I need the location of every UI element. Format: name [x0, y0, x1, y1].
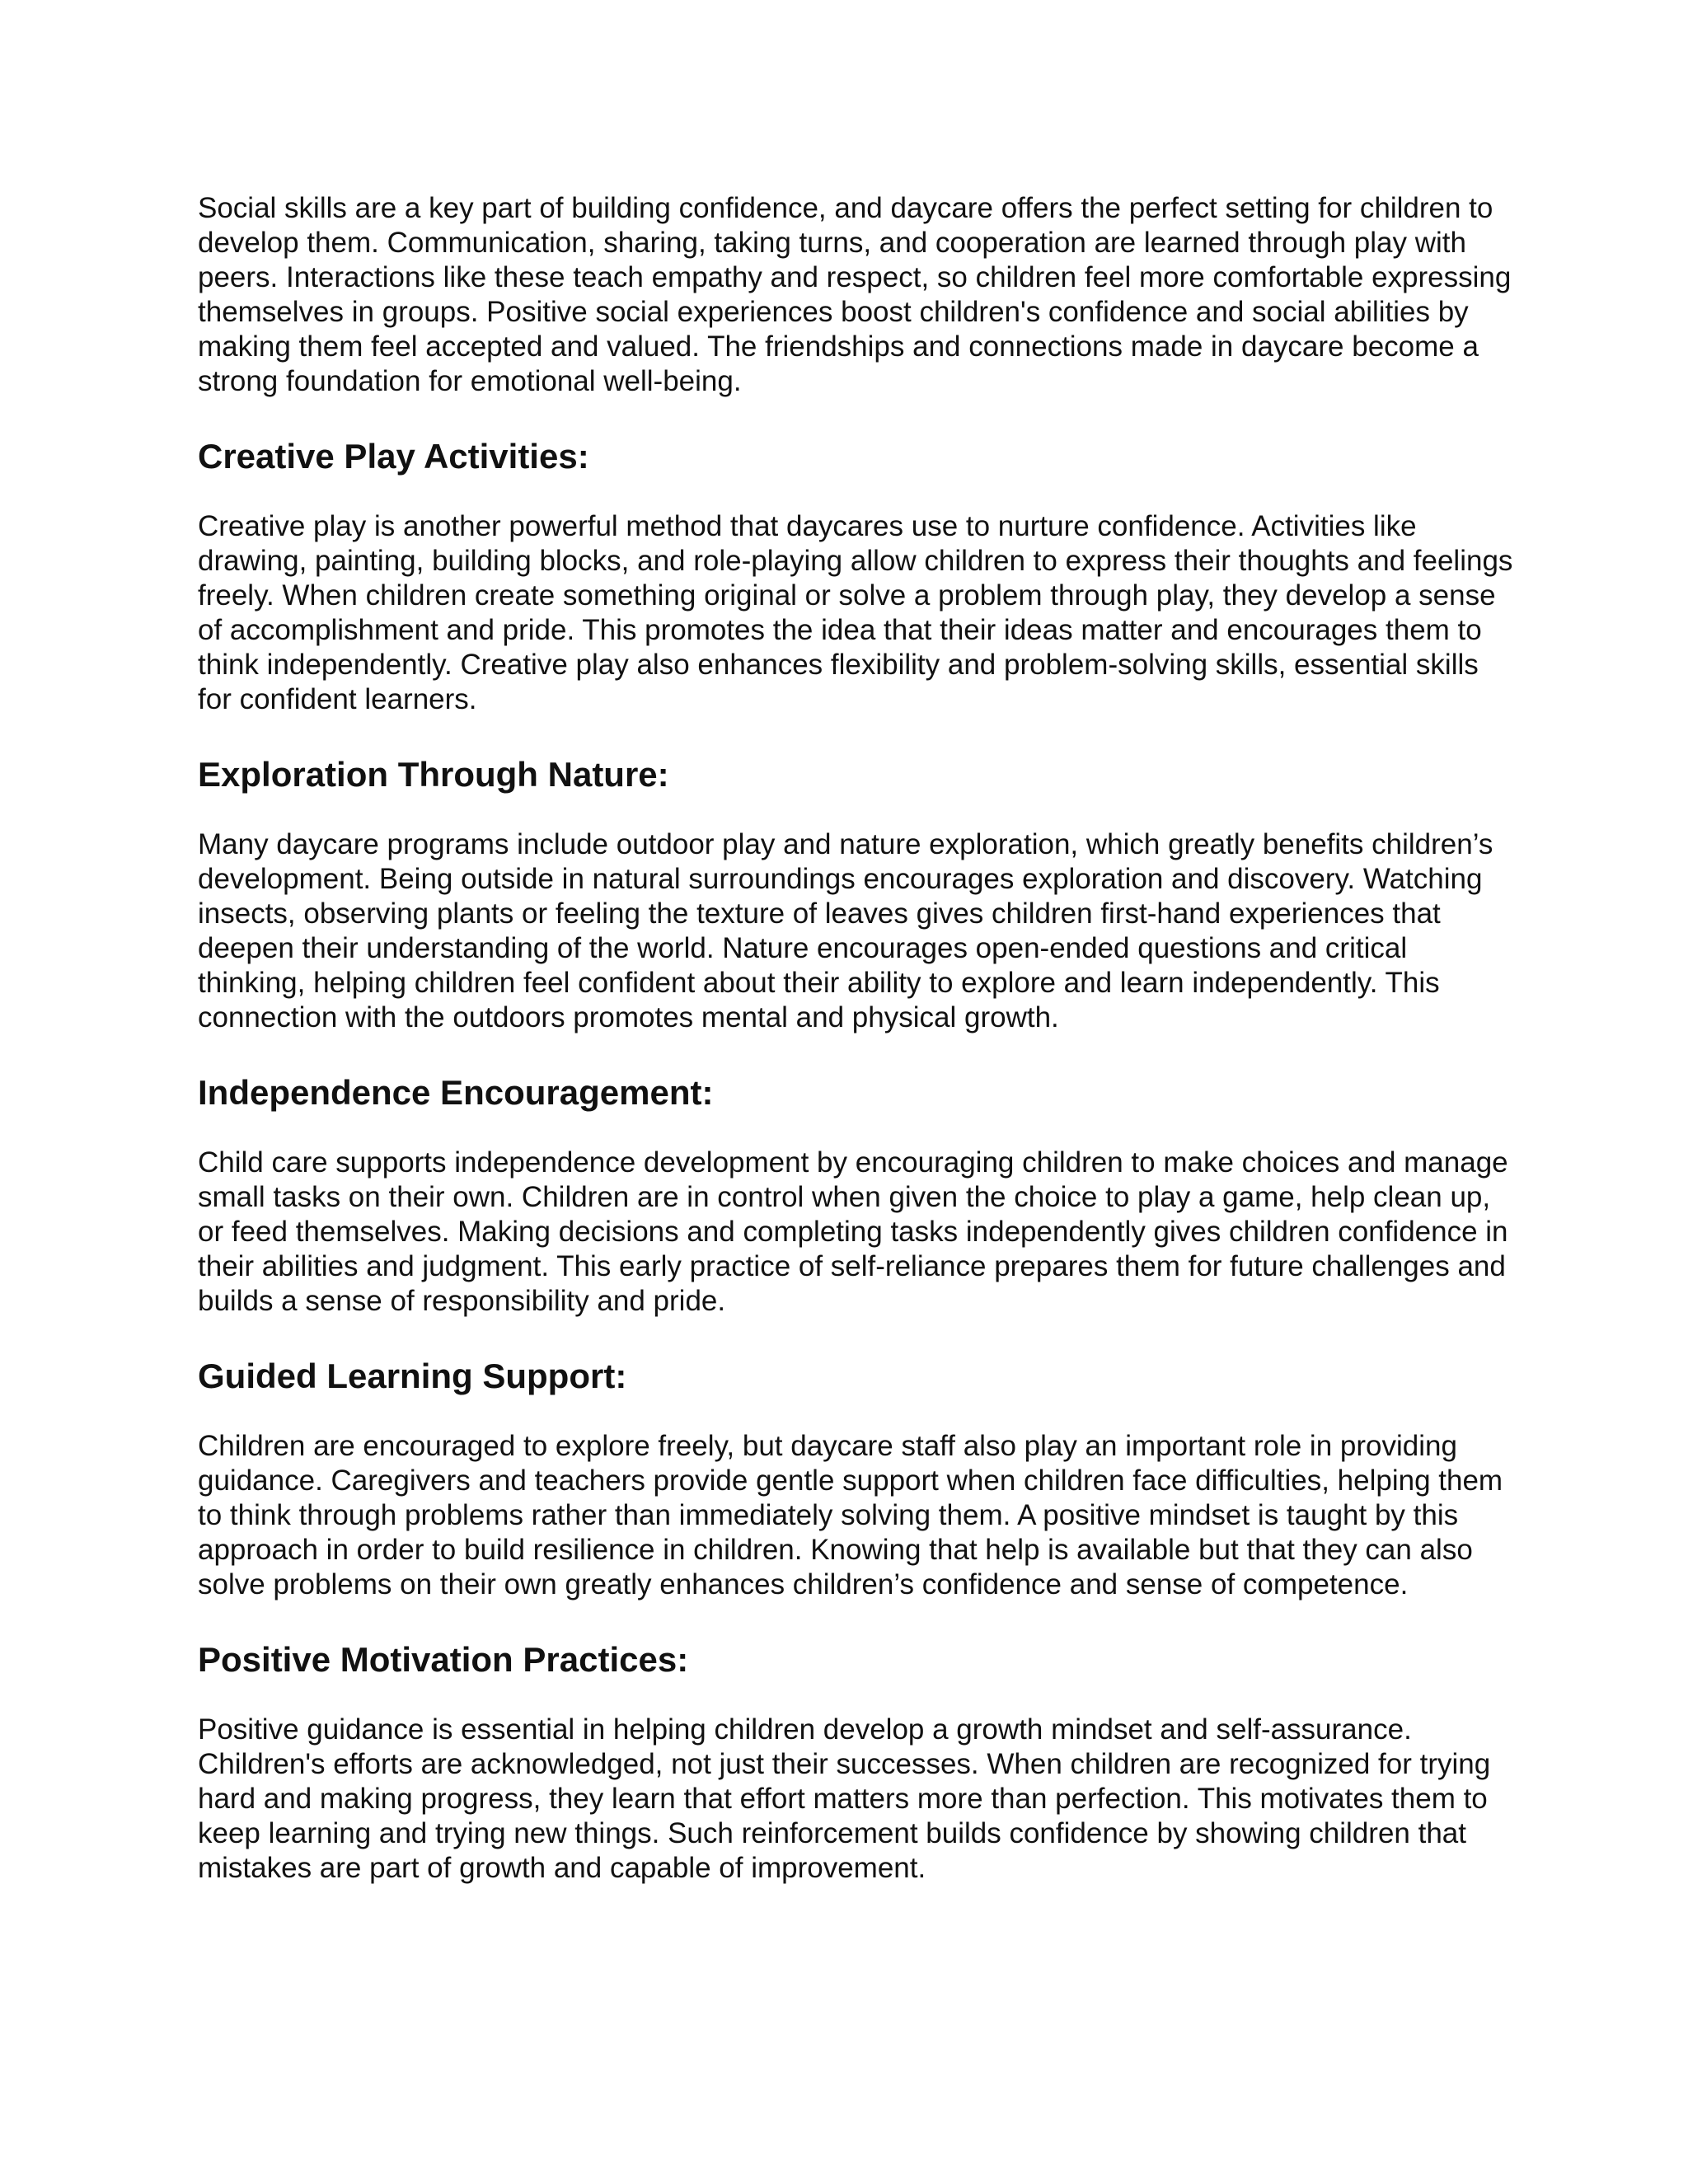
section-heading-creative-play: Creative Play Activities: [198, 437, 589, 476]
section-body-guided-learning: Children are encouraged to explore freely, but daycare staff also play an important role in providing guidance. Caregivers and teachers provide gentle support when children face difficulties, helping them to think through problems rather than immediately solving them. A positive mindset is taught by this approach in order to build resilience in children. Knowing that help is available but that they can also solve problems on their own greatly enhances children’s confidence and sense of competence. [198, 1430, 1503, 1601]
document-page [198, 191, 1517, 1886]
section-heading-positive-motivation: Positive Motivation Practices: [198, 1640, 689, 1679]
section-heading-exploration-nature: Exploration Through Nature: [198, 755, 669, 794]
section-heading-independence: Independence Encouragement: [198, 1073, 714, 1112]
section-body-positive-motivation: Positive guidance is essential in helping children develop a growth mindset and self-assurance. Children's efforts are acknowledged, not just their successes. When children are recognized for trying hard and making progress, they learn that effort matters more than perfection. This motivates them to keep learning and trying new things. Such reinforcement builds confidence by showing children that mistakes are part of growth and capable of improvement. [198, 1713, 1491, 1884]
section-heading-guided-learning: Guided Learning Support: [198, 1357, 627, 1395]
section-body-exploration-nature: Many daycare programs include outdoor play and nature exploration, which greatly benefits children’s development. Being outside in natural surroundings encourages exploration and discovery. Watching insects, observing plants or feeling the texture of leaves gives children first-hand experiences that deepen their understanding of the world. Nature encourages open-ended questions and critical thinking, helping children feel confident about their ability to explore and learn independently. This connection with the outdoors promotes mental and physical growth. [198, 828, 1493, 1033]
section-body-independence: Child care supports independence development by encouraging children to make choices and manage small tasks on their own. Children are in control when given the choice to play a game, help clean up, or feed themselves. Making decisions and completing tasks independently gives children confidence in their abilities and judgment. This early practice of self-reliance prepares them for future challenges and builds a sense of responsibility and pride. [198, 1146, 1508, 1317]
section-body-creative-play: Creative play is another powerful method that daycares use to nurture confidence. Activities like drawing, painting, building blocks, and role-playing allow children to express their thoughts and feelings freely. When children create something original or solve a problem through play, they develop a sense of accomplishment and pride. This promotes the idea that their ideas matter and encourages them to think independently. Creative play also enhances flexibility and problem-solving skills, essential skills for confident learners. [198, 510, 1513, 715]
intro-paragraph: Social skills are a key part of building confidence, and daycare offers the perfect setting for children to develop them. Communication, sharing, taking turns, and cooperation are learned through play with peers. Interactions like these teach empathy and respect, so children feel more comfortable expressing themselves in groups. Positive social experiences boost children's confidence and social abilities by making them feel accepted and valued. The friendships and connections made in daycare become a strong foundation for emotional well-being. [198, 192, 1512, 397]
